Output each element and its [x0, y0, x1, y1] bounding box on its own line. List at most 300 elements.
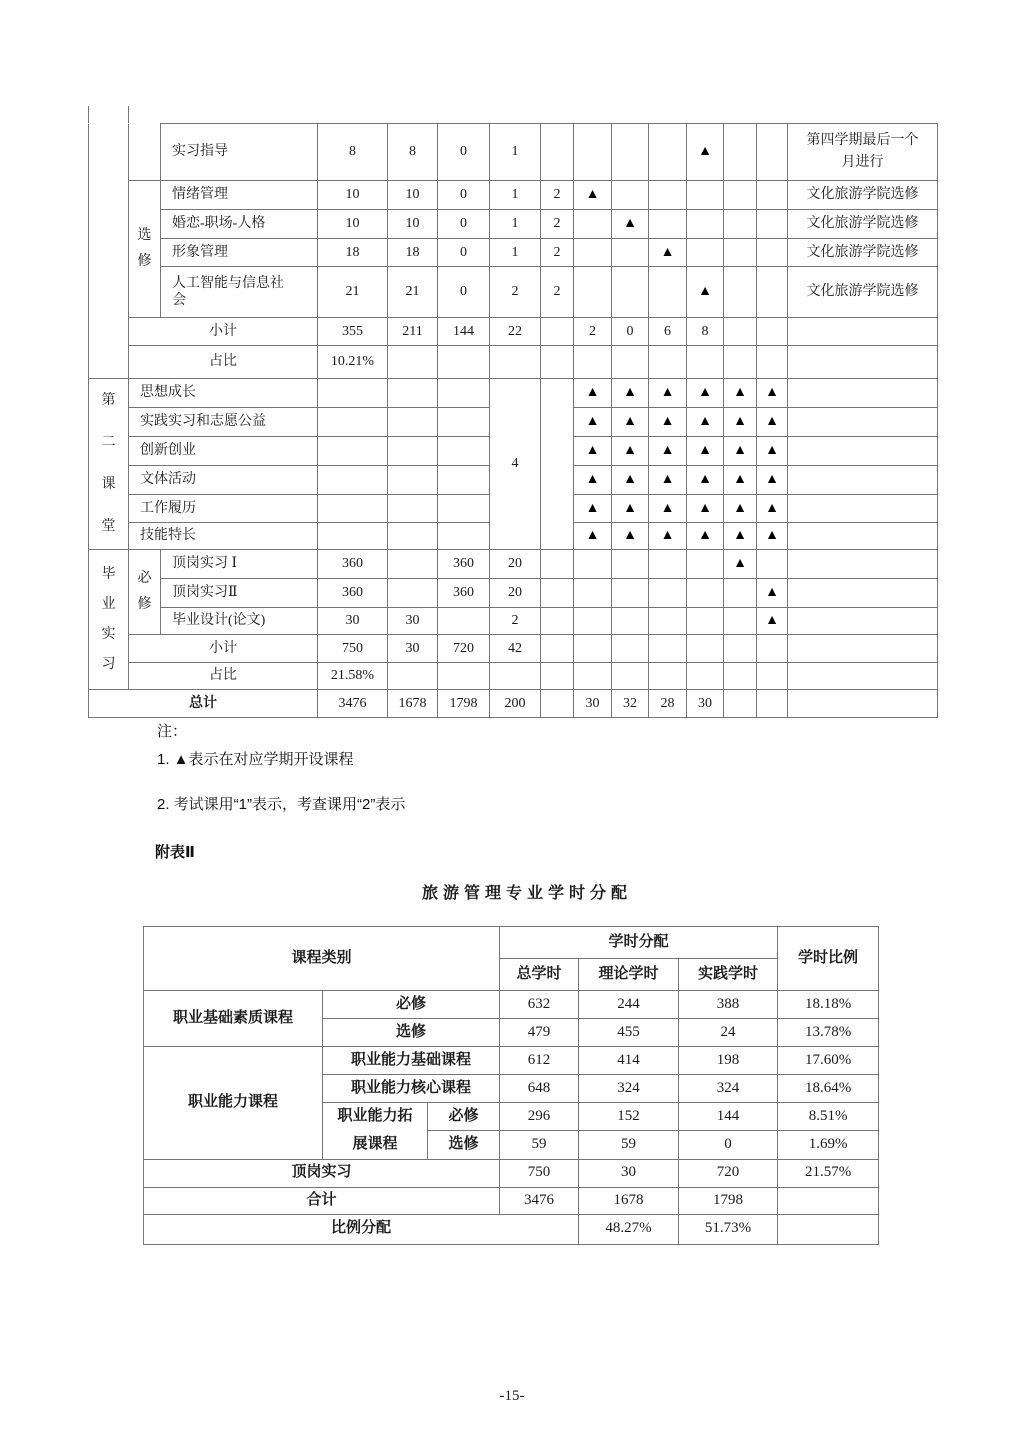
table-row [89, 608, 938, 635]
note-item-1: 1. ▲表示在对应学期开设课程 [157, 751, 354, 768]
cell-theory: 244 [579, 991, 679, 1019]
cell-s2: ▲ [612, 523, 649, 550]
cell-s3: ▲ [649, 495, 687, 523]
table-row [89, 550, 938, 579]
cell-theory [388, 346, 438, 379]
header-theory-hours: 理论学时 [579, 959, 679, 991]
cell-s4: ▲ [687, 124, 724, 181]
cell-s5 [724, 318, 757, 346]
cell-s3 [649, 346, 687, 379]
cell-subcategory: 职业能力核心课程 [323, 1075, 500, 1103]
cell-s2 [612, 663, 649, 690]
cell-s2 [612, 550, 649, 579]
cell-theory: 152 [579, 1103, 679, 1131]
cell-total: 10 [318, 210, 388, 239]
cell-s3: 6 [649, 318, 687, 346]
cell-theory: 414 [579, 1047, 679, 1075]
cell-s4: ▲ [687, 408, 724, 437]
cell-total [318, 495, 388, 523]
cell-practice: 0 [438, 210, 490, 239]
cell-exam [541, 124, 574, 181]
cell-theory: 1678 [579, 1187, 679, 1214]
cell-s6: ▲ [757, 495, 788, 523]
cell-credit: 1 [490, 124, 541, 181]
table-row [89, 318, 938, 346]
cell-total: 10 [318, 181, 388, 210]
group-label-required: 必修 [129, 550, 161, 635]
cell-exam: 2 [541, 267, 574, 318]
cell-course-name [161, 267, 318, 318]
cell-remark [788, 608, 938, 635]
cell-s4: 8 [687, 318, 724, 346]
ratio-label: 占比 [129, 346, 318, 379]
cell-practice: 720 [679, 1159, 778, 1187]
cell-remark [788, 495, 938, 523]
cell-total [318, 523, 388, 550]
cell-theory: 10 [388, 210, 438, 239]
table-row [89, 239, 938, 267]
cell-s6 [757, 690, 788, 718]
cell-total: 3476 [500, 1187, 579, 1214]
cell-s6: ▲ [757, 466, 788, 495]
table-row [89, 579, 938, 608]
cell-s4 [687, 635, 724, 663]
cell-s4 [687, 239, 724, 267]
cell-total: 479 [500, 1019, 579, 1047]
cell-subcategory [323, 1103, 428, 1160]
cell-total [318, 466, 388, 495]
cell-total: 18 [318, 239, 388, 267]
cell-s4: ▲ [687, 523, 724, 550]
subcategory-text: 职业能力拓展课程 [337, 1108, 413, 1152]
cell-practice: 360 [438, 550, 490, 579]
cell-s2 [612, 346, 649, 379]
cell-s1: ▲ [574, 466, 612, 495]
cell-remark [788, 346, 938, 379]
cell-s5 [724, 267, 757, 318]
cell-practice: 324 [679, 1075, 778, 1103]
table-row [144, 1159, 879, 1187]
cell-total [318, 379, 388, 408]
cell-s4: ▲ [687, 437, 724, 466]
cell-sub-subcategory: 必修 [428, 1103, 500, 1131]
cell-activity-name: 思想成长 [129, 379, 318, 408]
cell-exam [541, 690, 574, 718]
cell-s5 [724, 635, 757, 663]
cell-credit: 1 [490, 210, 541, 239]
table-continuation-stub-left [88, 106, 89, 123]
cell-total: 648 [500, 1075, 579, 1103]
cell-category: 职业能力课程 [144, 1047, 323, 1160]
table-row [144, 1187, 879, 1214]
cell-theory [388, 523, 438, 550]
cell-s6: ▲ [757, 379, 788, 408]
cell-s2: ▲ [612, 408, 649, 437]
cell-practice [438, 379, 490, 408]
cell-credit: 20 [490, 579, 541, 608]
cell-subcategory: 职业能力基础课程 [323, 1047, 500, 1075]
course-name-text: 人工智能与信息社会 [172, 275, 284, 308]
cell-activity-name: 文体活动 [129, 466, 318, 495]
cell-s5: ▲ [724, 466, 757, 495]
cell-practice [438, 608, 490, 635]
remark-text: 第四学期最后一个月进行 [806, 132, 919, 170]
table-row [144, 1047, 879, 1075]
cell-activity-name: 工作履历 [129, 495, 318, 523]
cell-practice: 198 [679, 1047, 778, 1075]
cell-s3 [649, 635, 687, 663]
cell-s2 [612, 267, 649, 318]
cell-s3: ▲ [649, 523, 687, 550]
cell-theory: 455 [579, 1019, 679, 1047]
cell-credit: 22 [490, 318, 541, 346]
cell-exam [541, 663, 574, 690]
cell-practice [438, 523, 490, 550]
cell-s5 [724, 210, 757, 239]
cell-theory [388, 466, 438, 495]
cell-s5 [724, 690, 757, 718]
cell-practice: 0 [438, 267, 490, 318]
table-row [89, 663, 938, 690]
cell-s5: ▲ [724, 550, 757, 579]
cell-s1: ▲ [574, 408, 612, 437]
cell-total: 59 [500, 1131, 579, 1159]
cell-s3: ▲ [649, 239, 687, 267]
cell-s3 [649, 550, 687, 579]
cell-practice [438, 408, 490, 437]
cell-s6 [757, 124, 788, 181]
cell-s4 [687, 579, 724, 608]
cell-s6 [757, 210, 788, 239]
cell-s2 [612, 181, 649, 210]
cell-exam [541, 579, 574, 608]
cell-practice: 144 [679, 1103, 778, 1131]
cell-exam [541, 635, 574, 663]
cell-credit: 42 [490, 635, 541, 663]
cell-s6: ▲ [757, 579, 788, 608]
cell-theory: 1678 [388, 690, 438, 718]
cell-s2: 32 [612, 690, 649, 718]
subtotal-label: 小计 [129, 635, 318, 663]
cell-credit: 200 [490, 690, 541, 718]
table-continuation-stub-right [128, 106, 129, 123]
cell-s1 [574, 239, 612, 267]
cell-s6: ▲ [757, 523, 788, 550]
cell-course-name: 婚恋-职场-人格 [161, 210, 318, 239]
cell-total: 10.21% [318, 346, 388, 379]
table2-title: 旅游管理专业学时分配 [421, 885, 632, 902]
cell-s5: ▲ [724, 495, 757, 523]
page-number: -15- [499, 1388, 525, 1404]
cell-course-name: 实习指导 [161, 124, 318, 181]
cell-exam [541, 608, 574, 635]
cell-s5: ▲ [724, 379, 757, 408]
cell-total: 750 [318, 635, 388, 663]
cell-practice [438, 495, 490, 523]
cell-s1 [574, 579, 612, 608]
table-row [89, 379, 938, 408]
table-row [89, 124, 938, 181]
table-row [89, 690, 938, 718]
cell-remark [788, 379, 938, 408]
cell-practice: 1798 [438, 690, 490, 718]
cell-practice [438, 346, 490, 379]
cell-s5 [724, 239, 757, 267]
cell-s3 [649, 181, 687, 210]
cell-theory [388, 408, 438, 437]
cell-s3 [649, 210, 687, 239]
cell-exam: 2 [541, 239, 574, 267]
cell-remark [788, 408, 938, 437]
header-hours-distribution: 学时分配 [500, 927, 778, 959]
cell-s2 [612, 239, 649, 267]
group-label-elective: 选修 [129, 181, 161, 318]
cell-remark [788, 437, 938, 466]
cell-theory: 10 [388, 181, 438, 210]
cell-credit: 2 [490, 267, 541, 318]
cell-exam [541, 550, 574, 579]
header-practice-hours: 实践学时 [679, 959, 778, 991]
cell-s6 [757, 550, 788, 579]
cell-practice: 0 [438, 239, 490, 267]
cell-remark [788, 635, 938, 663]
note-item-2: 2. 考试课用“1”表示，考查课用“2”表示 [157, 796, 406, 813]
cell-category: 顶岗实习 [144, 1159, 500, 1187]
cell-s5: ▲ [724, 437, 757, 466]
cell-credit: 1 [490, 239, 541, 267]
cell-s1: ▲ [574, 523, 612, 550]
cell-s3 [649, 579, 687, 608]
cell-practice: 144 [438, 318, 490, 346]
cell-s5 [724, 124, 757, 181]
table-row [89, 210, 938, 239]
cell-credit: 20 [490, 550, 541, 579]
cell-total [318, 408, 388, 437]
cell-s6 [757, 346, 788, 379]
cell-s1: 2 [574, 318, 612, 346]
cell-ratio: 8.51% [778, 1103, 879, 1131]
cell-theory: 30 [388, 635, 438, 663]
cell-exam: 2 [541, 181, 574, 210]
cell-remark [788, 523, 938, 550]
cell-category: 合计 [144, 1187, 500, 1214]
cell-practice: 1798 [679, 1187, 778, 1214]
cell-s1 [574, 210, 612, 239]
cell-course-name: 毕业设计(论文) [161, 608, 318, 635]
table-row [89, 267, 938, 318]
notes-heading: 注： [157, 723, 188, 740]
cell-practice: 360 [438, 579, 490, 608]
cell-exam [541, 318, 574, 346]
cell-remark [788, 550, 938, 579]
cell-remark [788, 466, 938, 495]
cell-s4: ▲ [687, 267, 724, 318]
cell-s3: 28 [649, 690, 687, 718]
cell-s1: ▲ [574, 181, 612, 210]
cell-course-name: 形象管理 [161, 239, 318, 267]
cell-s3 [649, 267, 687, 318]
cell-remark [788, 663, 938, 690]
cell-s4: ▲ [687, 466, 724, 495]
cell-theory: 18 [388, 239, 438, 267]
cell-ratio: 17.60% [778, 1047, 879, 1075]
cell-s4 [687, 210, 724, 239]
cell-s3 [649, 663, 687, 690]
cell-total: 360 [318, 579, 388, 608]
cell-s2: ▲ [612, 210, 649, 239]
cell-sub-subcategory: 选修 [428, 1131, 500, 1159]
cell-theory: 48.27% [579, 1214, 679, 1244]
cell-s4 [687, 346, 724, 379]
cell-activity-name: 技能特长 [129, 523, 318, 550]
cell-s6 [757, 239, 788, 267]
cell-s4: ▲ [687, 495, 724, 523]
cell-s3: ▲ [649, 437, 687, 466]
cell-activity-name: 创新创业 [129, 437, 318, 466]
cell-practice: 388 [679, 991, 778, 1019]
cell-ratio: 21.57% [778, 1159, 879, 1187]
cell-theory: 30 [579, 1159, 679, 1187]
cell-s6 [757, 635, 788, 663]
cell-s4 [687, 181, 724, 210]
cell-theory: 211 [388, 318, 438, 346]
cell-theory [388, 379, 438, 408]
cell-s1 [574, 663, 612, 690]
cell-s5 [724, 181, 757, 210]
header-category: 课程类别 [144, 927, 500, 991]
cell-ratio [778, 1187, 879, 1214]
cell-s5 [724, 579, 757, 608]
cell-exam: 2 [541, 210, 574, 239]
cell-s6 [757, 318, 788, 346]
table-row [144, 927, 879, 959]
cell-s5 [724, 346, 757, 379]
cell-s2: ▲ [612, 379, 649, 408]
table-row [144, 1214, 879, 1244]
cell-group-continuation [89, 124, 129, 379]
cell-theory: 30 [388, 608, 438, 635]
cell-credit: 2 [490, 608, 541, 635]
cell-theory: 21 [388, 267, 438, 318]
cell-total: 8 [318, 124, 388, 181]
cell-total: 360 [318, 550, 388, 579]
cell-s6 [757, 663, 788, 690]
cell-theory: 59 [579, 1131, 679, 1159]
cell-practice: 0 [679, 1131, 778, 1159]
cell-remark [788, 318, 938, 346]
cell-remark: 文化旅游学院选修 [788, 267, 938, 318]
table-row [89, 181, 938, 210]
cell-s4: 30 [687, 690, 724, 718]
cell-s5 [724, 663, 757, 690]
cell-s3: ▲ [649, 466, 687, 495]
cell-category: 职业基础素质课程 [144, 991, 323, 1047]
cell-practice [438, 437, 490, 466]
cell-theory: 324 [579, 1075, 679, 1103]
cell-credit: 4 [490, 379, 541, 550]
cell-course-name: 情绪管理 [161, 181, 318, 210]
cell-total: 750 [500, 1159, 579, 1187]
cell-theory [388, 437, 438, 466]
cell-credit [490, 663, 541, 690]
cell-total: 632 [500, 991, 579, 1019]
cell-practice: 24 [679, 1019, 778, 1047]
cell-total: 612 [500, 1047, 579, 1075]
cell-s1: ▲ [574, 437, 612, 466]
cell-credit: 1 [490, 181, 541, 210]
cell-theory [388, 579, 438, 608]
cell-theory: 8 [388, 124, 438, 181]
cell-ratio: 18.64% [778, 1075, 879, 1103]
cell-total: 355 [318, 318, 388, 346]
cell-subcategory: 选修 [323, 1019, 500, 1047]
cell-total: 21 [318, 267, 388, 318]
cell-total: 296 [500, 1103, 579, 1131]
cell-s4 [687, 608, 724, 635]
cell-s2: ▲ [612, 495, 649, 523]
cell-total: 21.58% [318, 663, 388, 690]
cell-s2 [612, 635, 649, 663]
group-label-second-classroom: 第二课堂 [89, 379, 129, 550]
header-total-hours: 总学时 [500, 959, 579, 991]
cell-s3 [649, 608, 687, 635]
subtotal-label: 小计 [129, 318, 318, 346]
header-hours-ratio: 学时比例 [778, 927, 879, 991]
cell-s3: ▲ [649, 408, 687, 437]
cell-s2: ▲ [612, 466, 649, 495]
cell-credit [490, 346, 541, 379]
cell-s2 [612, 579, 649, 608]
cell-practice [438, 663, 490, 690]
cell-remark [788, 124, 938, 181]
cell-ratio: 13.78% [778, 1019, 879, 1047]
table-row [144, 991, 879, 1019]
grand-total-label: 总计 [89, 690, 318, 718]
cell-practice: 0 [438, 124, 490, 181]
cell-remark: 文化旅游学院选修 [788, 239, 938, 267]
cell-s6: ▲ [757, 408, 788, 437]
cell-s1 [574, 608, 612, 635]
group-label-graduation: 毕业实习 [89, 550, 129, 690]
cell-s2 [612, 608, 649, 635]
cell-remark [788, 579, 938, 608]
cell-s1 [574, 124, 612, 181]
cell-s1 [574, 267, 612, 318]
cell-ratio: 18.18% [778, 991, 879, 1019]
cell-practice: 0 [438, 181, 490, 210]
cell-total: 30 [318, 608, 388, 635]
cell-s1 [574, 346, 612, 379]
cell-s5: ▲ [724, 523, 757, 550]
cell-s5: ▲ [724, 408, 757, 437]
cell-s6 [757, 267, 788, 318]
cell-ratio: 1.69% [778, 1131, 879, 1159]
cell-course-name: 顶岗实习 Ⅰ [161, 550, 318, 579]
cell-remark [788, 690, 938, 718]
cell-exam [541, 346, 574, 379]
cell-remark: 文化旅游学院选修 [788, 181, 938, 210]
cell-s2: 0 [612, 318, 649, 346]
cell-s2 [612, 124, 649, 181]
cell-practice: 51.73% [679, 1214, 778, 1244]
cell-remark: 文化旅游学院选修 [788, 210, 938, 239]
cell-s6: ▲ [757, 608, 788, 635]
cell-total [318, 437, 388, 466]
cell-s1 [574, 635, 612, 663]
cell-s2: ▲ [612, 437, 649, 466]
cell-s5 [724, 608, 757, 635]
table-row [89, 635, 938, 663]
